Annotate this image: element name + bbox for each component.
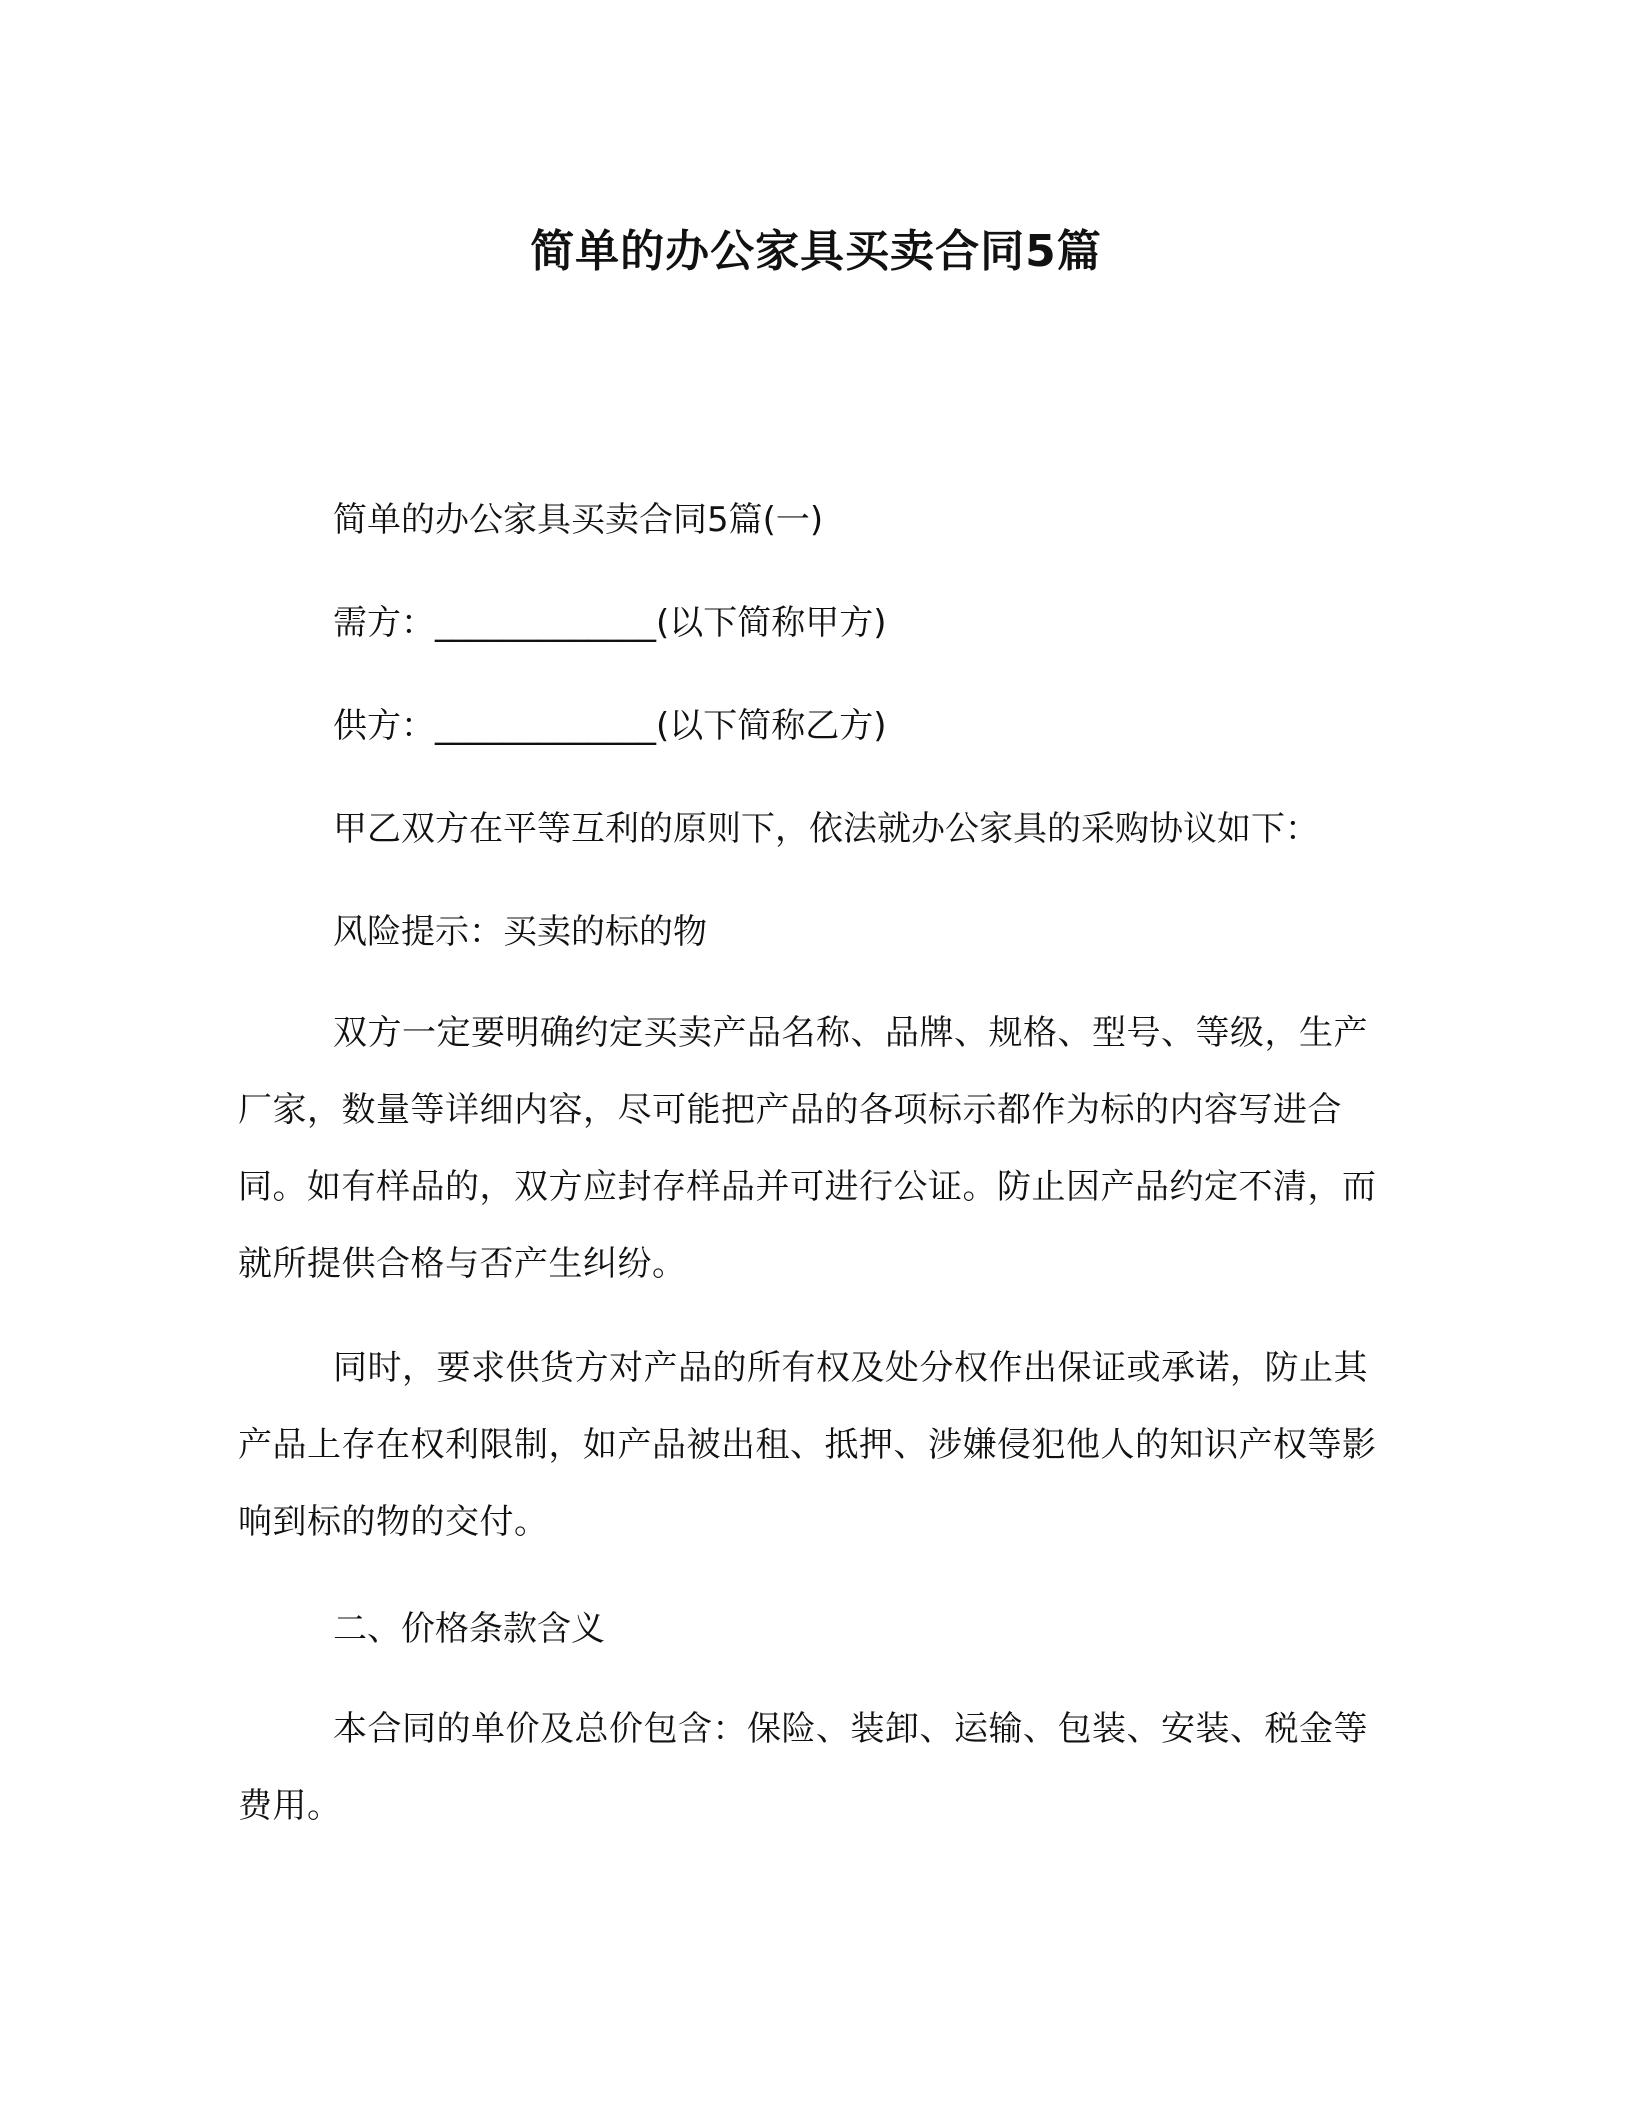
document-title: 简单的办公家具买卖合同5篇 [530,226,1102,277]
seller-line: 供方：_____________(以下简称乙方) [333,706,887,746]
risk-heading: 风险提示：买卖的标的物 [333,912,707,952]
paragraph-subject-matter: 双方一定要明确约定买卖产品名称、品牌、规格、型号、等级，生产厂家，数量等详细内容，尽可能把产品的各项标示都作为标的内容写进合同。如有样品的，双方应封存样品并可进行公证。防止因产品约定不清，而就所提供合格与否产生纠纷。 [238,1013,1377,1284]
contract-subtitle: 简单的办公家具买卖合同5篇(一) [333,500,824,540]
section-2-heading: 二、价格条款含义 [333,1609,605,1649]
paragraph-price-terms: 本合同的单价及总价包含：保险、装卸、运输、包装、安装、税金等费用。 [238,1709,1368,1826]
intro-line: 甲乙双方在平等互利的原则下，依法就办公家具的采购协议如下： [333,809,1319,849]
paragraph-ownership-guarantee: 同时，要求供货方对产品的所有权及处分权作出保证或承诺，防止其产品上存在权利限制，如产品被出租、抵押、涉嫌侵犯他人的知识产权等影响到标的物的交付。 [238,1348,1377,1542]
buyer-line: 需方：_____________(以下简称甲方) [333,603,887,643]
